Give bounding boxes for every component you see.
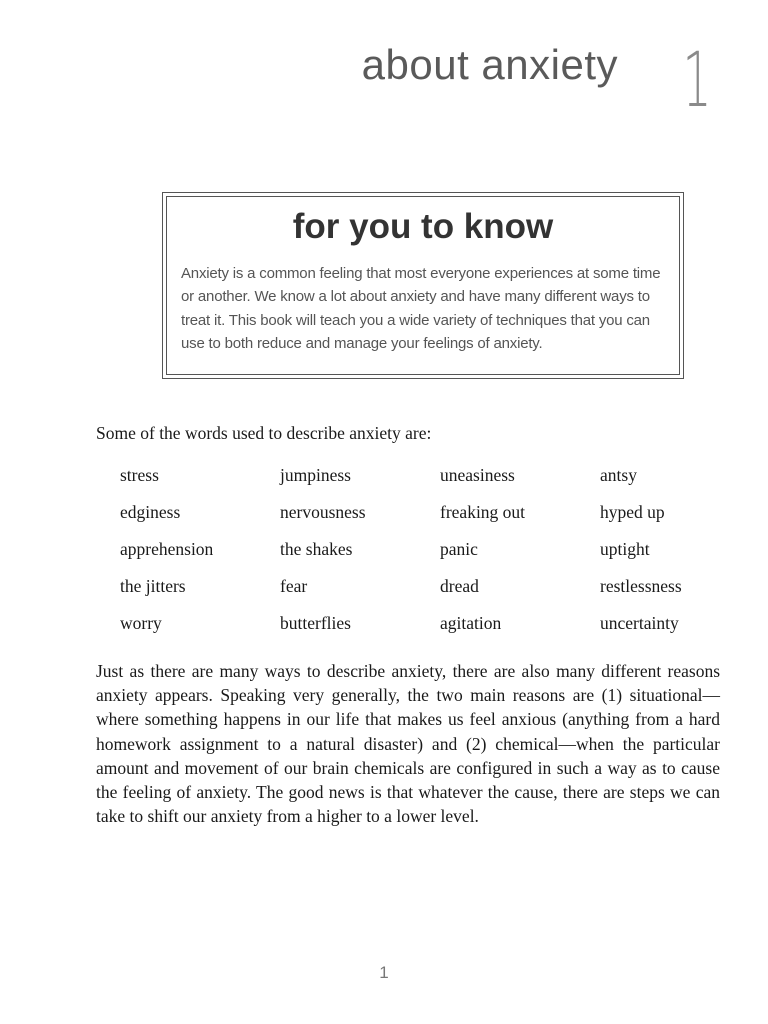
word-item: agitation [440,613,502,633]
word-item: nervousness [280,502,366,522]
for-you-to-know-box [162,192,684,379]
word-item: panic [440,539,478,559]
word-item: fear [280,576,308,596]
word-item: butterflies [280,613,351,633]
word-item: freaking out [440,502,526,522]
word-item: uncertainty [600,613,679,633]
word-item: stress [120,465,159,485]
page-number: 1 [379,963,389,982]
word-item: antsy [600,465,637,485]
body-paragraph: Just as there are many ways to describe anxiety, there are also many different reasons anxiety appears. Speaking very generally, the two main reasons are (1) situational—where something happens in our life that makes us feel anxious (anything from a hard homework assignment to a natural disaster) and (2) chemical—when the particular amount and movement of our brain chemicals are configured in such a way as to cause the feeling of anxiety. The good news is that whatever the cause, there are steps we can take to shift our anxiety from a higher to a lower level. [96,661,720,827]
anxiety-word-grid [120,465,720,650]
word-item: jumpiness [280,465,351,485]
callout-body: Anxiety is a common feeling that most everyone experiences at some time or another. We know a lot about anxiety and have many different ways to treat it. This book will teach you a wide variety of techniques that you can use to both reduce and manage your feelings of anxiety. [181,264,661,352]
word-item: uneasiness [440,465,515,485]
word-item: restlessness [600,576,682,596]
word-item: worry [120,613,162,633]
word-item: the jitters [120,576,186,596]
word-item: the shakes [280,539,353,559]
word-item: uptight [600,539,650,559]
for-you-to-know-box-inner-border [166,196,680,375]
chapter-title: about anxiety [361,41,618,88]
word-item: edginess [120,502,181,522]
callout-title: for you to know [292,207,554,246]
word-item: hyped up [600,502,665,522]
word-item: apprehension [120,539,214,559]
word-list-intro: Some of the words used to describe anxiety are: [96,423,432,443]
word-item: dread [440,576,479,596]
chapter-number: 1 [682,35,712,124]
